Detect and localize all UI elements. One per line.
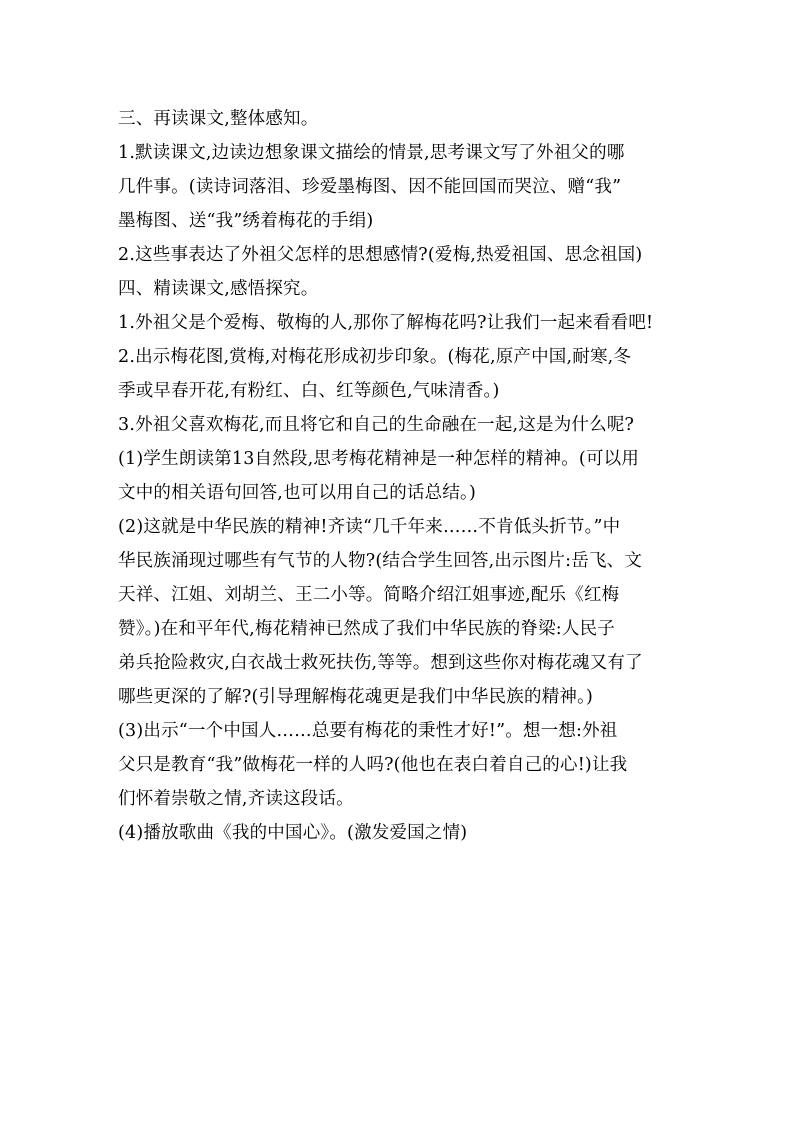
text-line: 文中的相关语句回答,也可以用自己的话总结。): [118, 483, 477, 503]
text-line: 3.外祖父喜欢梅花,而且将它和自己的生命融在一起,这是为什么呢?: [118, 415, 635, 435]
text-line: 父只是教育“我”做梅花一样的人吗?(他也在表白着自己的心!)让我: [118, 755, 628, 775]
text-line: 们怀着崇敬之情,齐读这段话。: [118, 789, 354, 809]
text-line: 2.出示梅花图,赏梅,对梅花形成初步印象。(梅花,原产中国,耐寒,冬: [118, 347, 632, 367]
text-line: 季或早春开花,有粉红、白、红等颜色,气味清香。): [118, 381, 500, 401]
text-line: 弟兵抢险救灾,白衣战士救死扶伤,等等。想到这些你对梅花魂又有了: [118, 653, 643, 673]
section-heading-3: 三、再读课文,整体感知。: [118, 109, 319, 129]
text-line: (3)出示“一个中国人……总要有梅花的秉性才好!”。想一想:外祖: [118, 721, 618, 741]
document-body: [118, 102, 678, 850]
text-line: (1)学生朗读第13自然段,思考梅花精神是一种怎样的精神。(可以用: [118, 449, 640, 469]
text-line: 几件事。(读诗词落泪、珍爱墨梅图、因不能回国而哭泣、赠“我”: [118, 177, 622, 197]
text-line: (2)这就是中华民族的精神!齐读“几千年来……不肯低头折节。”中: [118, 517, 621, 537]
section-heading-4: 四、精读课文,感悟探究。: [118, 279, 319, 299]
text-line: 赞》。)在和平年代,梅花精神已然成了我们中华民族的脊梁:人民子: [118, 619, 615, 639]
text-line: 天祥、江姐、刘胡兰、王二小等。简略介绍江姐事迹,配乐《红梅: [118, 585, 620, 605]
text-line: 1.外祖父是个爱梅、敬梅的人,那你了解梅花吗?让我们一起来看看吧!: [118, 313, 654, 333]
text-line: 哪些更深的了解?(引导理解梅花魂更是我们中华民族的精神。): [118, 687, 594, 707]
text-line: 墨梅图、送“我”绣着梅花的手绢): [118, 211, 374, 231]
text-line: 华民族涌现过哪些有气节的人物?(结合学生回答,出示图片:岳飞、文: [118, 551, 643, 571]
text-line: 1.默读课文,边读边想象课文描绘的情景,思考课文写了外祖父的哪: [118, 143, 625, 163]
text-line: (4)播放歌曲《我的中国心》。(激发爱国之情): [118, 823, 468, 843]
text-line: 2.这些事表达了外祖父怎样的思想感情?(爱梅,热爱祖国、思念祖国): [118, 245, 643, 265]
